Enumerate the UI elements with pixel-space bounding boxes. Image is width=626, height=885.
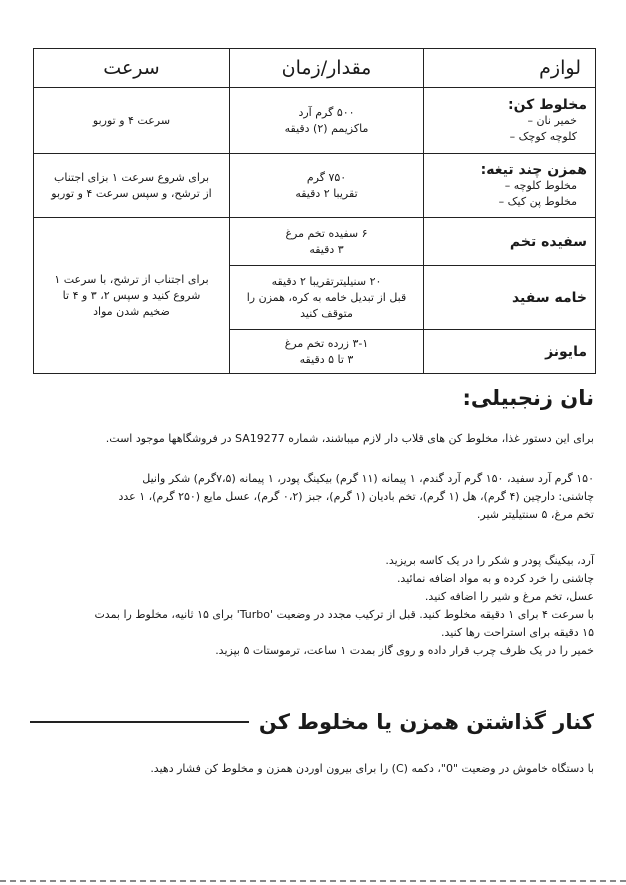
- ingredients-table: [33, 48, 596, 374]
- ingredient-line: چاشنی: دارچین (۴ گرم)، هل (۱ گرم)، تخم بادیان (۱ گرم)، جبز (۰،۲ گرم)، عسل مایع (۲۵۰ گرم)، ۱ عدد: [118, 490, 594, 503]
- ingredient-sub: کلوچه کوچک –: [509, 129, 577, 143]
- amount-cell: [230, 330, 424, 374]
- step-line: آرد، بیکینگ پودر و شکر را در یک کاسه بریزید.: [385, 554, 594, 567]
- ingredient-cell: [424, 330, 596, 374]
- detach-line: با دستگاه خاموش در وضعیت "0"، دکمه (C) را برای بیرون اوردن همزن و مخلوط کن فشار دهید.: [150, 762, 594, 775]
- detach-paragraph: [20, 760, 594, 778]
- ingredient-title: همزن چند تیغه:: [480, 161, 587, 178]
- amount-line: ۲۰ سنیلیترتقریبا ۲ دقیقه: [271, 274, 382, 288]
- header-speed: سرعت: [34, 49, 230, 88]
- header-ingredients: لوازم: [424, 49, 596, 88]
- ingredient-sub: خمیر نان –: [527, 113, 577, 127]
- speed-line: از ترشح، و سپس سرعت ۴ و توربو: [51, 186, 212, 200]
- step-line: با سرعت ۴ برای ۱ دقیقه مخلوط کنید. قبل از ترکیب مجدد در وضعیت 'Turbo' برای ۱۵ ثانیه، مخلوط را بمدت: [94, 608, 594, 621]
- amount-line: ۳ تا ۵ دقیقه: [299, 352, 354, 366]
- amount-line: قبل از تبدیل خامه به کره، همزن را: [246, 290, 407, 304]
- ingredient-cell: [424, 266, 596, 330]
- ingredient-title: مخلوط کن:: [507, 96, 587, 113]
- ingredient-cell: [424, 154, 596, 218]
- gingerbread-ingredients: [20, 470, 594, 524]
- amount-line: ۳ دقیقه: [309, 242, 344, 256]
- amount-cell: [230, 218, 424, 266]
- ingredient-title: سفیده تخم: [509, 233, 587, 250]
- heading-rule: [30, 721, 249, 723]
- ingredient-sub: مخلوط کلوچه –: [504, 178, 577, 192]
- step-line: چاشنی را خرد کرده و به مواد اضافه نمائید.: [396, 572, 594, 585]
- table-row-blade: [34, 154, 596, 218]
- gingerbread-steps: [20, 552, 594, 660]
- amount-line: ۶ سفیده تخم مرغ: [285, 226, 368, 240]
- table-row-mixer: [34, 88, 596, 154]
- speed-cell-shared: [34, 218, 230, 374]
- ingredient-cell: [424, 88, 596, 154]
- speed-cell: [34, 154, 230, 218]
- amount-line: متوقف کنید: [300, 306, 353, 320]
- amount-line: ۷۵۰ گرم: [306, 170, 347, 184]
- amount-cell: [230, 154, 424, 218]
- detach-title: کنار گذاشتن همزن یا مخلوط کن: [258, 710, 594, 734]
- speed-cell: [34, 88, 230, 154]
- table-header-row: [34, 49, 596, 88]
- ingredient-line: ۱۵۰ گرم آرد سفید، ۱۵۰ گرم آرد گندم، ۱ پیمانه (۱۱ گرم) بیکینگ پودر، ۱ پیمانه (۷،۵گرم) شکر وانیل: [142, 472, 594, 485]
- table-row-eggwhite: [34, 218, 596, 266]
- gingerbread-intro: [20, 430, 594, 448]
- step-line: عسل، تخم مرغ و شیر را اضافه کنید.: [424, 590, 594, 603]
- intro-line: برای این دستور غذا، مخلوط کن های قلاب دار لازم میباشند، شماره SA19277 در فروشگاهها موجود است.: [105, 432, 594, 445]
- gingerbread-title: نان زنجبیلی:: [462, 386, 594, 410]
- detach-heading: [30, 704, 594, 740]
- ingredient-line: تخم مرغ، ۵ سنتیلیتر شیر.: [476, 508, 594, 521]
- speed-line: برای شروع سرعت ۱ بزای اجتناب: [53, 170, 210, 184]
- ingredient-title: خامه سفید: [511, 289, 587, 306]
- page-bottom-divider: [0, 880, 626, 882]
- speed-line: سرعت ۴ و توربو: [92, 113, 171, 127]
- speed-line: برای اجتناب از ترشح، با سرعت ۱: [54, 272, 209, 286]
- amount-line: ۳-۱ زرده تخم مرغ: [284, 336, 369, 350]
- amount-line: تقریبا ۲ دقیقه: [295, 186, 358, 200]
- amount-cell: [230, 88, 424, 154]
- speed-line: ضخیم شدن مواد: [93, 304, 170, 318]
- ingredient-title: مایونز: [545, 343, 587, 360]
- ingredient-sub: مخلوط پن کیک –: [498, 194, 577, 208]
- ingredient-cell: [424, 218, 596, 266]
- header-amount: مقدار/زمان: [230, 49, 424, 88]
- amount-line: ۵۰۰ گرم آرد: [298, 105, 355, 119]
- step-line: ۱۵ دقیقه برای استراحت رها کنید.: [441, 626, 594, 639]
- speed-line: شروع کنید و سپس ۲، ۳ و ۴ تا: [62, 288, 201, 302]
- amount-cell: [230, 266, 424, 330]
- amount-line: ماکزیمم (۲) دقیقه: [284, 121, 369, 135]
- step-line: خمیر را در یک ظرف چرب قرار داده و روی گاز بمدت ۱ ساعت، ترموستات ۵ بپزید.: [215, 644, 594, 657]
